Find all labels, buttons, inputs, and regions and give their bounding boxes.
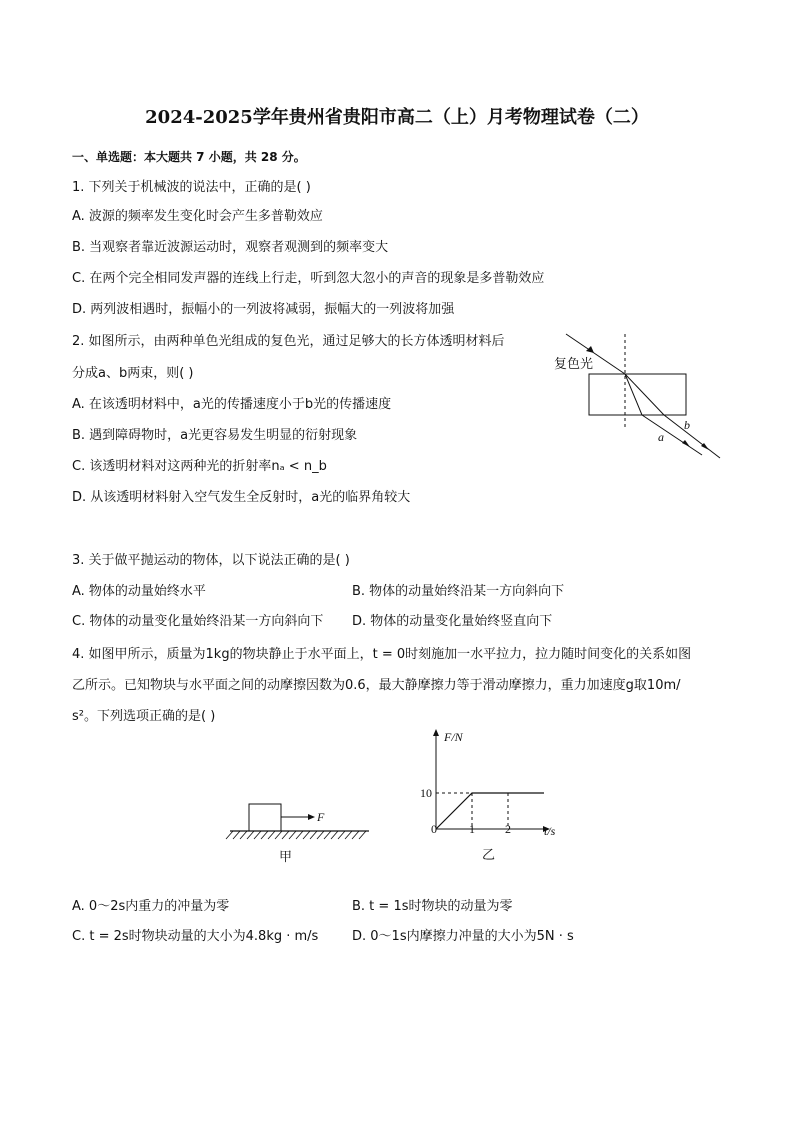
refraction-figure <box>548 330 728 465</box>
hatch-mark <box>254 831 261 839</box>
question-2-option-d: D. 从该透明材料射入空气发生全反射时，a光的临界角较大 <box>72 490 411 505</box>
y-tick-label-10: 10 <box>420 786 432 800</box>
origin-label: 0 <box>431 822 437 836</box>
hatch-mark <box>310 831 317 839</box>
hatch-mark <box>289 831 296 839</box>
label-composite-light: 复色光 <box>554 356 594 371</box>
question-3-option-d: D. 物体的动量变化量始终竖直向下 <box>352 614 553 629</box>
force-label: F <box>317 810 325 824</box>
hatch-mark <box>275 831 282 839</box>
emergent-ray-b <box>664 415 720 458</box>
question-4-option-a: A. 0～2s内重力的冲量为零 <box>72 899 230 914</box>
question-4-option-c: C. t = 2s时物块动量的大小为4.8kg · m/s <box>72 929 319 944</box>
refracted-ray-b <box>625 374 664 415</box>
hatch-mark <box>240 831 247 839</box>
question-3-option-b: B. 物体的动量始终沿某一方向斜向下 <box>352 584 565 599</box>
y-axis-label: F/N <box>444 730 463 744</box>
hatch-mark <box>317 831 324 839</box>
incident-arrow <box>586 346 594 353</box>
question-1-option-b: B. 当观察者靠近波源运动时，观察者观测到的频率变大 <box>72 240 389 255</box>
question-3-option-a: A. 物体的动量始终水平 <box>72 584 206 599</box>
hatch-mark <box>261 831 268 839</box>
question-2-option-a: A. 在该透明材料中，a光的传播速度小于b光的传播速度 <box>72 397 392 412</box>
figure-jia-caption: 甲 <box>279 849 293 864</box>
figure-jia <box>225 795 375 870</box>
question-4-stem-line3: s²。下列选项正确的是( ) <box>72 709 216 724</box>
hatch-mark <box>359 831 366 839</box>
x-tick-label-2: 2 <box>505 822 511 836</box>
hatch-mark <box>324 831 331 839</box>
hatch-mark <box>282 831 289 839</box>
ground-hatching <box>226 831 366 839</box>
question-2-stem-line1: 2. 如图所示，由两种单色光组成的复色光，通过足够大的长方体透明材料后 <box>72 334 505 349</box>
hatch-mark <box>247 831 254 839</box>
hatch-mark <box>226 831 233 839</box>
question-2-option-c: C. 该透明材料对这两种光的折射率nₐ < n_b <box>72 459 327 474</box>
figure-yi-caption: 乙 <box>482 847 496 862</box>
hatch-mark <box>303 831 310 839</box>
question-1-stem: 1. 下列关于机械波的说法中，正确的是( ) <box>72 180 311 195</box>
hatch-mark <box>268 831 275 839</box>
section-heading: 一、单选题：本大题共 7 小题，共 28 分。 <box>72 150 306 164</box>
question-1-option-d: D. 两列波相遇时，振幅小的一列波将减弱，振幅大的一列波将加强 <box>72 302 455 317</box>
hatch-mark <box>296 831 303 839</box>
x-axis-label: t/s <box>544 824 556 838</box>
x-tick-label-1: 1 <box>469 822 475 836</box>
question-2-stem-line2: 分成a、b两束，则( ) <box>72 366 194 381</box>
question-4-option-d: D. 0～1s内摩擦力冲量的大小为5N · s <box>352 929 574 944</box>
hatch-mark <box>352 831 359 839</box>
label-a: a <box>658 430 664 444</box>
refracted-ray-a <box>625 374 642 415</box>
page-title: 2024-2025学年贵州省贵阳市高二（上）月考物理试卷（二） <box>145 107 649 128</box>
question-4-option-b: B. t = 1s时物块的动量为零 <box>352 899 513 914</box>
arrow-a <box>682 440 690 447</box>
y-axis-arrow <box>433 729 439 736</box>
question-4-stem-line1: 4. 如图甲所示，质量为1kg的物块静止于水平面上，t = 0时刻施加一水平拉力，拉力随时间变化的关系如图 <box>72 647 692 662</box>
hatch-mark <box>338 831 345 839</box>
figure-yi-chart <box>410 725 570 870</box>
question-2-option-b: B. 遇到障碍物时，a光更容易发生明显的衍射现象 <box>72 428 358 443</box>
hatch-mark <box>233 831 240 839</box>
block <box>249 804 281 831</box>
hatch-mark <box>345 831 352 839</box>
question-4-stem-line2: 乙所示。已知物块与水平面之间的动摩擦因数为0.6，最大静摩擦力等于滑动摩擦力，重力加速度g取10m/ <box>72 678 681 693</box>
transparent-block <box>589 374 686 415</box>
series-force-line <box>436 793 544 829</box>
question-1-option-c: C. 在两个完全相同发声器的连线上行走，听到忽大忽小的声音的现象是多普勒效应 <box>72 271 545 286</box>
question-3-option-c: C. 物体的动量变化量始终沿某一方向斜向下 <box>72 614 324 629</box>
question-3-stem: 3. 关于做平抛运动的物体，以下说法正确的是( ) <box>72 553 350 568</box>
hatch-mark <box>331 831 338 839</box>
label-b: b <box>684 418 690 432</box>
force-arrowhead <box>308 814 315 820</box>
question-1-option-a: A. 波源的频率发生变化时会产生多普勒效应 <box>72 209 323 224</box>
